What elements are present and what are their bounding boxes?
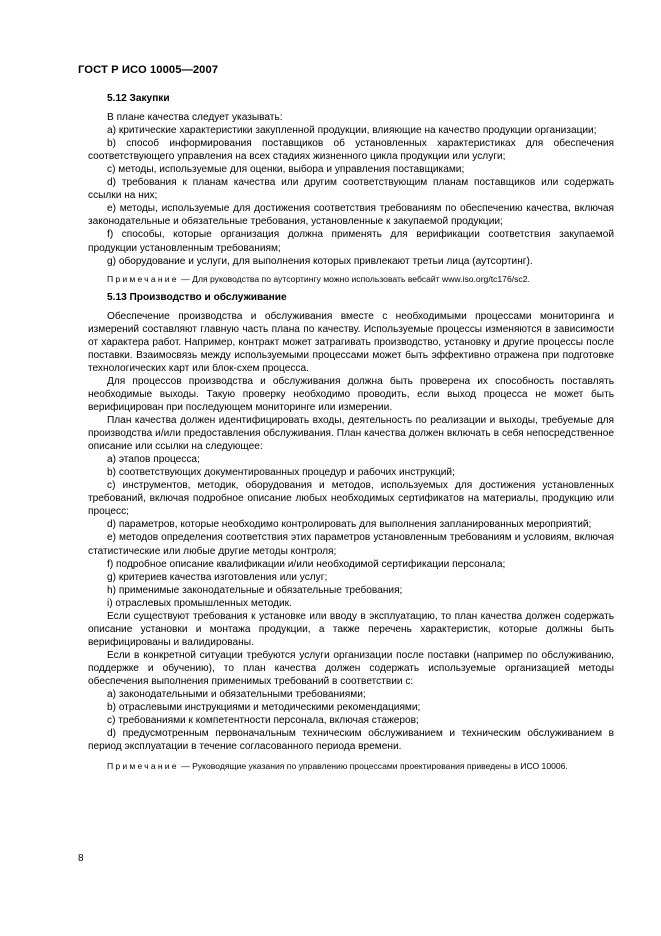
list-item: i) отраслевых промышленных методик. (107, 597, 292, 609)
list-item: f) подробное описание квалификации и/или необходимой сертификации персонала; (107, 558, 506, 570)
note-text: — Для руководства по аутсортингу можно использовать вебсайт www.iso.org/tc176/sc2. (178, 273, 530, 284)
list-item: b) отраслевыми инструкциями и методическими рекомендациями; (107, 702, 421, 714)
paragraph: В плане качества следует указывать: (107, 112, 283, 124)
paragraph: Для процессов производства и обслуживания должна быть проверена их способность поставлять необходимые выходы. Такую проверку необходимо проводить, если выход процесса не может быть верифицирован при последующем мониторинге или измерении. (88, 375, 614, 413)
paragraph: Если существуют требования к установке или вводу в эксплуатацию, то план качества должен содержать описание установки и монтажа продукции, а также перечень характеристик, которые должны быть верифицированы и валидированы. (88, 610, 614, 648)
paragraph: План качества должен идентифицировать входы, деятельность по реализации и выходы, требуемые для производства и/или предоставления обслуживания. План качества должен включать в себя непосредственное описание или ссылки на следующее: (88, 415, 614, 453)
list-item: c) методы, используемые для оценки, выбора и управления поставщиками; (107, 164, 465, 176)
list-item: g) оборудование и услуги, для выполнения которых привлекают третьи лица (аутсортинг). (107, 255, 533, 267)
list-item: d) параметров, которые необходимо контролировать для выполнения запланированных мероприятий; (107, 519, 592, 531)
document-body (88, 92, 614, 778)
list-item: g) критериев качества изготовления или услуг; (107, 571, 328, 583)
list-item: b) способ информирования поставщиков об установленных характеристиках для обеспечения соответствующего управления на всех стадиях жизненного цикла продукции или услуги; (88, 138, 614, 163)
list-item: b) соответствующих документированных процедур и рабочих инструкций; (107, 467, 455, 479)
page-number: 8 (78, 853, 84, 864)
section-5-12-heading: 5.12 Закупки (107, 93, 170, 104)
list-item: c) требованиями к компетентности персонала, включая стажеров; (107, 715, 419, 727)
paragraph: Обеспечение производства и обслуживания вместе с необходимыми процессами мониторинга и измерений составляют главную часть плана по качеству. Используемые процессы изменяются в зависимости от характера работ. Например, контракт может затрагивать производство, установку и другие процессы после поставки. Взаимосвязь между используемыми процессами может быть эффективно отражена при подготовке технологических карт или блок-схем процесса. (88, 310, 614, 374)
note-label: Примечание (107, 761, 179, 772)
note-label: Примечание (107, 273, 179, 284)
list-item: a) этапов процесса; (107, 454, 200, 466)
list-item: d) предусмотренным первоначальным техническим обслуживанием и техническим обслуживанием в период эксплуатации в течение согласованного периода времени. (88, 728, 614, 753)
note (88, 761, 614, 772)
list-item: c) инструментов, методик, оборудования и методов, используемых для достижения установленных требований, включая подробное описание любых необходимых сертификатов на материалы, продукцию или процесс; (88, 480, 614, 518)
list-item: f) способы, которые организация должна применять для верификации соответствия закупаемой продукции установленным требованиям; (88, 229, 614, 254)
list-item: h) применимые законодательные и обязательные требования; (107, 584, 403, 596)
section-5-13-heading: 5.13 Производство и обслуживание (107, 291, 287, 303)
paragraph: Если в конкретной ситуации требуются услуги организации после поставки (например по обслуживанию, поддержке и обучению), то план качества должен содержать используемые организацией методы обеспечения выполнения применимых требований в соответствии с: (88, 649, 614, 687)
list-item: d) требования к планам качества или другим соответствующим планам поставщиков или содержать ссылки на них; (88, 177, 614, 202)
list-item: a) законодательными и обязательными требованиями; (107, 689, 366, 701)
list-item: e) методы, используемые для достижения соответствия требованиям по обеспечению качества, включая законодательные и обязательные требования, установленные к закупаемой продукции; (88, 203, 614, 228)
list-item: e) методов определения соответствия этих параметров установленным требованиям и условиям, включая статистические или любые другие методы контроля; (88, 532, 614, 557)
note-text: — Руководящие указания по управлению процессами проектирования приведены в ИСО 10006. (178, 761, 568, 772)
list-item: a) критические характеристики закупленной продукции, влияющие на качество продукции организации; (107, 125, 597, 137)
document-header: ГОСТ Р ИСО 10005—2007 (78, 64, 219, 76)
note (88, 274, 614, 285)
